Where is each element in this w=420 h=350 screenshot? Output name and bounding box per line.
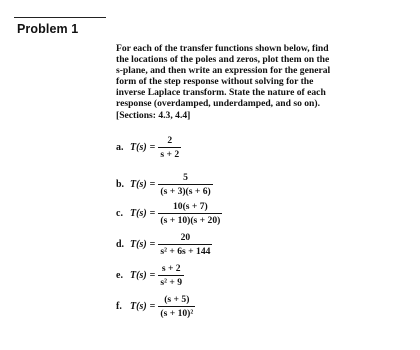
statement-line: form of the step response without solving for the <box>116 76 314 88</box>
transfer-function-symbol: T(s) <box>130 239 147 250</box>
fraction <box>158 201 222 226</box>
equals-sign: = <box>149 239 156 250</box>
problem-item-f <box>116 294 195 319</box>
item-label: a. <box>116 142 124 153</box>
problem-item-d <box>116 232 212 257</box>
problem-statement <box>116 43 392 121</box>
numerator: 20 <box>180 232 191 243</box>
statement-line: For each of the transfer functions shown below, find <box>116 43 329 54</box>
transfer-function-symbol: T(s) <box>130 179 147 190</box>
transfer-function-symbol: T(s) <box>130 142 147 153</box>
denominator: (s + 3)(s + 6) <box>160 186 211 197</box>
fraction <box>158 172 212 197</box>
denominator: s + 2 <box>160 149 180 160</box>
item-label: f. <box>116 301 122 312</box>
item-label: d. <box>116 239 125 250</box>
transfer-function-symbol: T(s) <box>130 301 147 312</box>
transfer-function-symbol: T(s) <box>130 270 147 281</box>
statement-line: the locations of the poles and zeros, plot them on the <box>116 54 330 66</box>
transfer-function-symbol: T(s) <box>130 208 147 219</box>
statement-line: response (overdamped, underdamped, and so on). <box>116 98 320 110</box>
equals-sign: = <box>149 301 156 312</box>
equals-sign: = <box>149 142 156 153</box>
equals-sign: = <box>149 179 156 190</box>
numerator: 5 <box>183 172 188 183</box>
equals-sign: = <box>149 208 156 219</box>
denominator: s² + 6s + 144 <box>160 246 211 257</box>
fraction <box>158 294 195 319</box>
numerator: s + 2 <box>161 263 181 274</box>
denominator: s² + 9 <box>160 277 183 288</box>
numerator: 10(s + 7) <box>172 201 208 212</box>
statement-line: inverse Laplace transform. State the nature of each <box>116 87 326 99</box>
fraction <box>158 232 212 257</box>
heading-rule <box>14 17 106 18</box>
fraction <box>158 263 184 288</box>
numerator: 2 <box>167 135 173 146</box>
statement-line: [Sections: 4.3, 4.4] <box>116 109 191 121</box>
problem-item-b <box>116 172 213 197</box>
statement-line: s-plane, and then write an expression for the general <box>116 65 331 77</box>
problem-item-a <box>116 135 181 160</box>
problem-item-c <box>116 201 222 226</box>
problem-item-e <box>116 263 184 288</box>
item-label: c. <box>116 208 123 219</box>
item-label: e. <box>116 270 123 281</box>
denominator: (s + 10)(s + 20) <box>160 215 221 226</box>
item-label: b. <box>116 179 125 190</box>
numerator: (s + 5) <box>164 294 190 305</box>
denominator: (s + 10)² <box>160 308 194 319</box>
equals-sign: = <box>149 270 156 281</box>
problem-heading: Problem 1 <box>17 22 79 36</box>
fraction <box>158 135 181 160</box>
